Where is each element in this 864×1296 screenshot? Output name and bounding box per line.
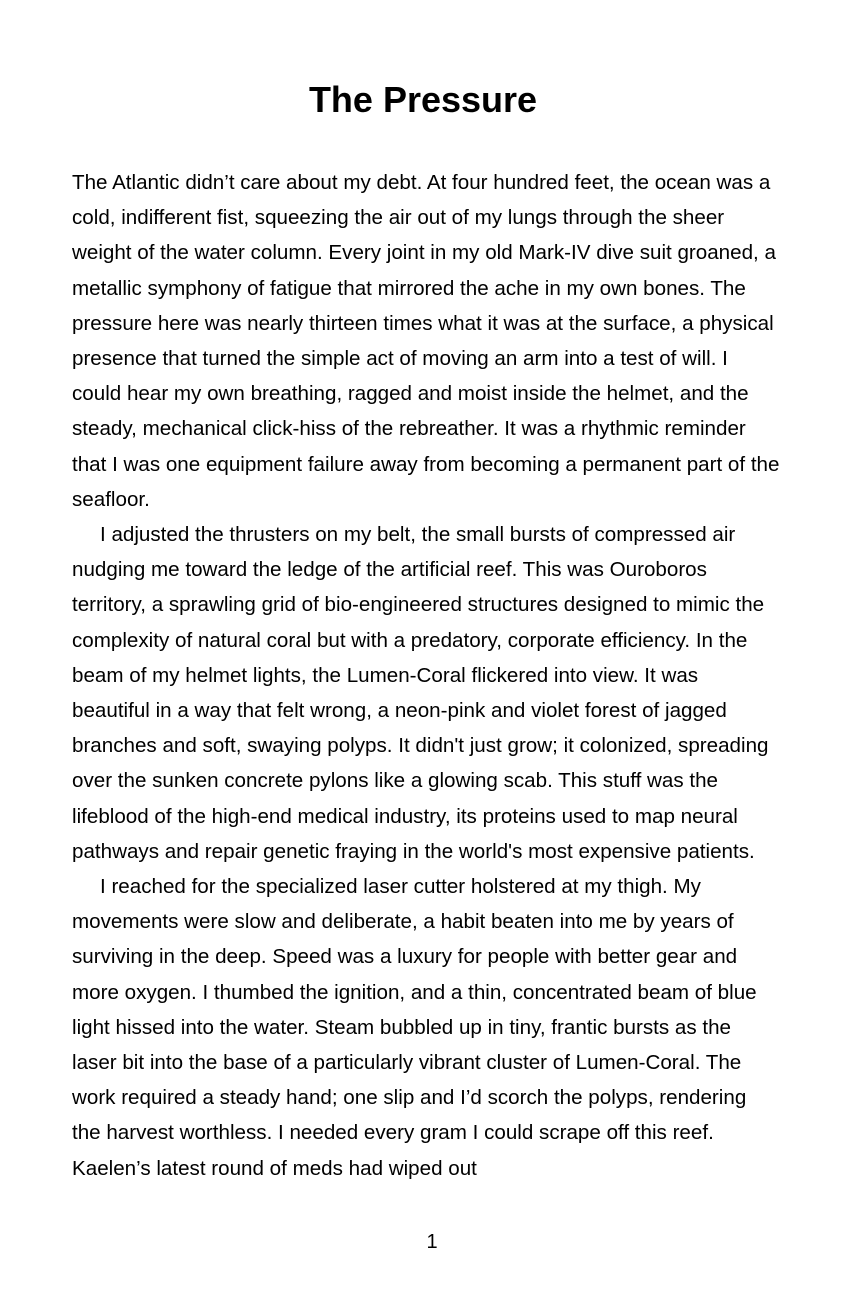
body-text	[72, 165, 780, 1186]
page-number: 1	[426, 1231, 438, 1253]
paragraph-3: I reached for the specialized laser cutter holstered at my thigh. My movements were slow and deliberate, a habit beaten into me by years of surviving in the deep. Speed was a luxury for people with better gear and more oxygen. I thumbed the ignition, and a thin, concentrated beam of blue light hissed into the water. Steam bubbled up in tiny, frantic bursts as the laser bit into the base of a particularly vibrant cluster of Lumen-Coral. The work required a steady hand; one slip and I’d scorch the polyps, rendering the harvest worthless. I needed every gram I could scrape off this reef. Kaelen’s latest round of meds had wiped out	[72, 875, 757, 1180]
paragraph-1: The Atlantic didn’t care about my debt. At four hundred feet, the ocean was a cold, indifferent fist, squeezing the air out of my lungs through the sheer weight of the water column. Every joint in my old Mark-IV dive suit groaned, a metallic symphony of fatigue that mirrored the ache in my own bones. The pressure here was nearly thirteen times what it was at the surface, a physical presence that turned the simple act of moving an arm into a test of will. I could hear my own breathing, ragged and moist inside the helmet, and the steady, mechanical click-hiss of the rebreather. It was a rhythmic reminder that I was one equipment failure away from becoming a permanent part of the seafloor.	[72, 171, 780, 511]
document-title: The Pressure	[308, 79, 538, 120]
paragraph-2: I adjusted the thrusters on my belt, the small bursts of compressed air nudging me toward the ledge of the artificial reef. This was Ouroboros territory, a sprawling grid of bio-engineered structures designed to mimic the complexity of natural coral but with a predatory, corporate efficiency. In the beam of my helmet lights, the Lumen-Coral flickered into view. It was beautiful in a way that felt wrong, a neon-pink and violet forest of jagged branches and soft, swaying polyps. It didn't just grow; it colonized, spreading over the sunken concrete pylons like a glowing scab. This stuff was the lifeblood of the high-end medical industry, its proteins used to map neural pathways and repair genetic fraying in the world's most expensive patients.	[72, 523, 769, 863]
